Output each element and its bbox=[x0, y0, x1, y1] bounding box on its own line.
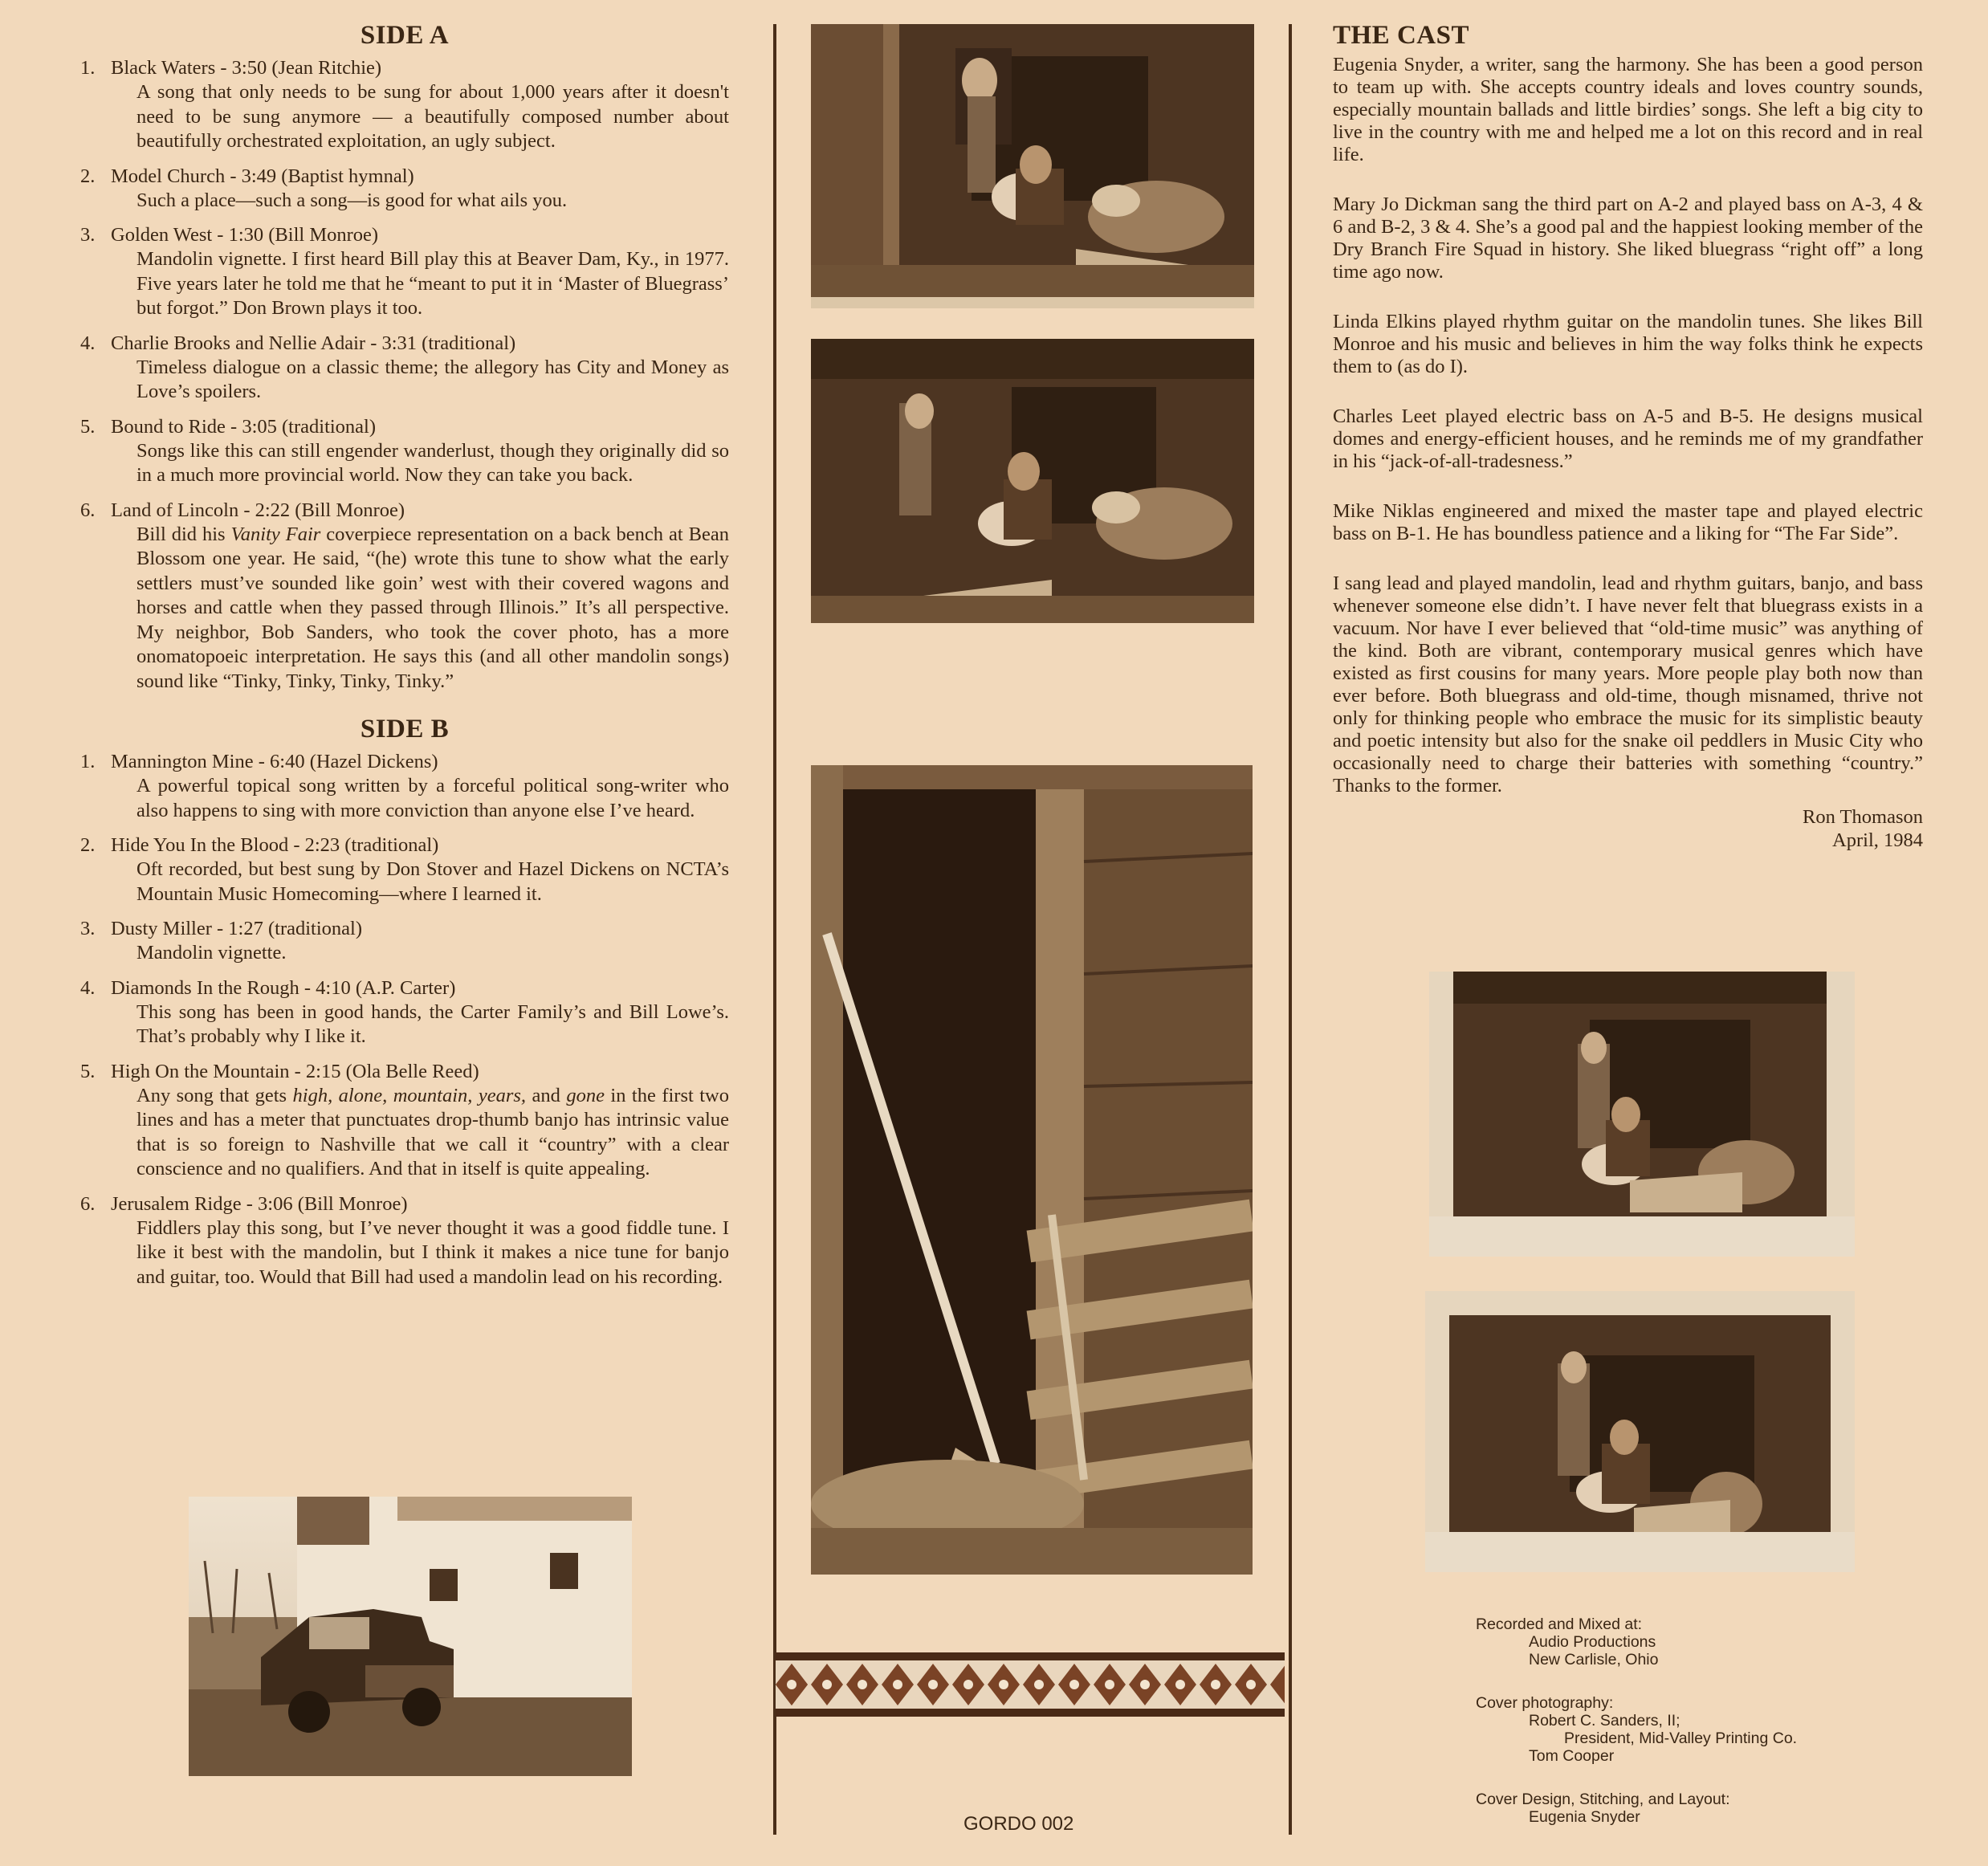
track-title: Golden West - 1:30 (Bill Monroe) bbox=[111, 224, 379, 246]
side-b-heading: SIDE B bbox=[360, 715, 450, 744]
track-note: Oft recorded, but best sung by Don Stover and Hazel Dickens on NCTA’s Mountain Music Homecoming—where I learned it. bbox=[136, 858, 729, 905]
barn-photo-4 bbox=[1425, 1291, 1855, 1572]
track-title: Mannington Mine - 6:40 (Hazel Dickens) bbox=[111, 751, 438, 772]
track-note: Fiddlers play this song, but I’ve never thought it was a good fiddle tune. I like it best with the mandolin, but I think it makes a nice tune for banjo and guitar, too. Would that Bill had used a mandolin lead on his recording. bbox=[136, 1216, 729, 1288]
track-note: Mandolin vignette. bbox=[136, 942, 287, 964]
track-title: Dusty Miller - 1:27 (traditional) bbox=[111, 918, 362, 939]
track-note: Songs like this can still engender wanderlust, though they originally did so in a much more provincial world. Now they can take you back. bbox=[136, 439, 729, 486]
track-a1: 1. Black Waters - 3:50 (Jean Ritchie) A song that only needs to be sung for about 1,000 years after it doesn't need to be sung anymore — a beautifully composed number about beautifully orchestrated exploitation, an ugly subject. bbox=[80, 55, 729, 154]
barn-photo-1 bbox=[811, 24, 1254, 308]
track-note: Bill did his Vanity Fair coverpiece representation on a back bench at Bean Blossom one year. He said, “(he) wrote this tune to show what the early settlers must’ve sounded like goin’ west with their covered wagons and horses and cattle when they passed through Illinois.” It’s all perspective. My neighbor, Bob Sanders, who took the cover photo, has a more onomatopoeic interpretation. He says this (and all other mandolin songs) sound like “Tinky, Tinky, Tinky, Tinky.” bbox=[136, 523, 729, 692]
credits-block bbox=[1476, 1615, 1845, 1852]
track-note: Timeless dialogue on a classic theme; the allegory has City and Money as Love’s spoilers. bbox=[136, 356, 729, 402]
track-title: Charlie Brooks and Nellie Adair - 3:31 (traditional) bbox=[111, 332, 516, 354]
track-title: Land of Lincoln - 2:22 (Bill Monroe) bbox=[111, 499, 405, 521]
track-note: Such a place—such a song—is good for what ails you. bbox=[136, 189, 568, 211]
track-note: Mandolin vignette. I first heard Bill play this at Beaver Dam, Ky., in 1977. Five years later he told me that he “meant to put it in ‘Master of Bluegrass’ but forgot.” Don Brown plays it too. bbox=[136, 248, 729, 319]
signature-name: Ron Thomason bbox=[1803, 806, 1923, 828]
track-note: A powerful topical song written by a forceful political song-writer who also happens to sing with more conviction than anyone else I’ve heard. bbox=[136, 775, 729, 821]
track-a5: 5. Bound to Ride - 3:05 (traditional) Songs like this can still engender wanderlust, though they originally did so in a much more provincial world. Now they can take you back. bbox=[80, 414, 729, 488]
cast-paragraph: Charles Leet played electric bass on A-5 and B-5. He designs musical domes and energy-efficient houses, and he reminds me of my grandfather in his “jack-of-all-tradesness.” bbox=[1333, 405, 1923, 472]
signature-date: April, 1984 bbox=[1832, 829, 1923, 851]
barn-door-photo bbox=[811, 765, 1253, 1575]
track-a3: 3. Golden West - 1:30 (Bill Monroe) Mandolin vignette. I first heard Bill play this at Beaver Dam, Ky., in 1977. Five years later he told me that he “meant to put it in ‘Master of Bluegrass’ but forgot.” Don Brown plays it too. bbox=[80, 222, 729, 321]
barn-photo-2 bbox=[811, 339, 1254, 623]
left-divider bbox=[773, 24, 776, 1835]
track-a6: 6. Land of Lincoln - 2:22 (Bill Monroe) Bill did his Vanity Fair coverpiece representation on a back bench at Bean Blossom one year. He said, “(he) wrote this tune to show what the early settlers must’ve sounded like goin’ west with their covered wagons and horses and cattle when they passed through Illinois.” It’s all perspective. My neighbor, Bob Sanders, who took the cover photo, has a more onomatopoeic interpretation. He says this (and all other mandolin songs) sound like “Tinky, Tinky, Tinky, Tinky.” bbox=[80, 498, 729, 695]
truck-photo bbox=[189, 1497, 632, 1776]
cast-section bbox=[1333, 21, 1923, 852]
design-credit: Cover Design, Stitching, and Layout: Eugenia Snyder bbox=[1476, 1791, 1730, 1826]
track-title: High On the Mountain - 2:15 (Ola Belle Reed) bbox=[111, 1060, 479, 1082]
track-b6: 6. Jerusalem Ridge - 3:06 (Bill Monroe) Fiddlers play this song, but I’ve never thought it was a good fiddle tune. I like it best with the mandolin, but I think it makes a nice tune for banjo and guitar, too. Would that Bill had used a mandolin lead on his recording. bbox=[80, 1192, 729, 1290]
track-b5: 5. High On the Mountain - 2:15 (Ola Belle Reed) Any song that gets high, alone, mountain, years, and gone in the first two lines and has a meter that punctuates drop-thumb banjo has intrinsic value that is so foreign to Nashville that we call it “country” with a clear conscience and no qualifiers. And that in itself is quite appealing. bbox=[80, 1059, 729, 1182]
track-title: Jerusalem Ridge - 3:06 (Bill Monroe) bbox=[111, 1192, 408, 1215]
barn-photo-3 bbox=[1429, 972, 1855, 1257]
track-b1: 1. Mannington Mine - 6:40 (Hazel Dickens) A powerful topical song written by a forceful political song-writer who also happens to sing with more conviction than anyone else I’ve heard. bbox=[80, 749, 729, 823]
track-title: Model Church - 3:49 (Baptist hymnal) bbox=[111, 165, 414, 187]
cast-heading: THE CAST bbox=[1333, 21, 1469, 50]
cast-paragraph: Eugenia Snyder, a writer, sang the harmony. She has been a good person to team up with. She accepts country ideals and loves country sounds, especially mountain ballads and little birdies’ songs. She left a big city to live in the country with me and helped me a lot on this record and in real life. bbox=[1333, 54, 1923, 165]
track-title: Diamonds In the Rough - 4:10 (A.P. Carter) bbox=[111, 976, 456, 999]
cast-paragraph: Mary Jo Dickman sang the third part on A-2 and played bass on A-3, 4 & 6 and B-2, 3 & 4. She’s a good pal and the happiest looking member of the Dry Branch Fire Squad in history. She liked bluegrass “right off” a long time ago now. bbox=[1333, 194, 1923, 283]
track-note: This song has been in good hands, the Carter Family’s and Bill Lowe’s. That’s probably why I like it. bbox=[136, 1000, 729, 1047]
photography-credit: Cover photography: Robert C. Sanders, II; President, Mid-Valley Printing Co. Tom Cooper bbox=[1476, 1694, 1798, 1765]
track-listing bbox=[80, 21, 729, 1299]
track-title: Bound to Ride - 3:05 (traditional) bbox=[111, 415, 377, 438]
cast-paragraph: Linda Elkins played rhythm guitar on the mandolin tunes. She likes Bill Monroe and his music and believes in him the way folks think he expects them to (as do I). bbox=[1333, 311, 1923, 377]
cast-paragraph: Mike Niklas engineered and mixed the master tape and played electric bass on B-1. He has boundless patience and a liking for “The Far Side”. bbox=[1333, 500, 1923, 544]
track-title: Black Waters - 3:50 (Jean Ritchie) bbox=[111, 57, 382, 79]
track-b4: 4. Diamonds In the Rough - 4:10 (A.P. Carter) This song has been in good hands, the Carter Family’s and Bill Lowe’s. That’s probably why I like it. bbox=[80, 976, 729, 1049]
track-note: A song that only needs to be sung for about 1,000 years after it doesn't need to be sung anymore — a beautifully composed number about beautifully orchestrated exploitation, an ugly subject. bbox=[136, 81, 729, 152]
track-note: Any song that gets high, alone, mountain, years, and gone in the first two lines and has a meter that punctuates drop-thumb banjo has intrinsic value that is so foreign to Nashville that we call it “country” with a clear conscience and no qualifiers. And that in itself is quite appealing. bbox=[136, 1084, 729, 1179]
track-a2: 2. Model Church - 3:49 (Baptist hymnal) Such a place—such a song—is good for what ails you. bbox=[80, 164, 729, 214]
recording-credit: Recorded and Mixed at: Audio Productions New Carlisle, Ohio bbox=[1476, 1615, 1659, 1668]
track-b2: 2. Hide You In the Blood - 2:23 (traditional) Oft recorded, but best sung by Don Stover and Hazel Dickens on NCTA’s Mountain Music Homecoming—where I learned it. bbox=[80, 833, 729, 907]
track-a4: 4. Charlie Brooks and Nellie Adair - 3:31 (traditional) Timeless dialogue on a classic theme; the allegory has City and Money as Love’s spoilers. bbox=[80, 331, 729, 405]
quilt-stitch-border bbox=[776, 1652, 1285, 1717]
track-b3: 3. Dusty Miller - 1:27 (traditional) Mandolin vignette. bbox=[80, 916, 729, 966]
side-a-heading: SIDE A bbox=[360, 21, 450, 50]
cast-paragraph: I sang lead and played mandolin, lead and rhythm guitars, banjo, and bass whenever someone else didn’t. I have never felt that bluegrass exists in a vacuum. Nor have I ever believed that “old-time music” was anything of the kind. Both are vibrant, contemporary musical genres which have existed as first cousins for many years. More people play both now than ever before. Both bluegrass and old-time, though misnamed, thrive not only for thinking people who embrace the music for its simplistic beauty and poetic intensity but also for the snake oil peddlers in Music City who occasionally need to charge their batteries with something “country.” Thanks to the former. bbox=[1333, 572, 1923, 797]
right-divider bbox=[1289, 24, 1292, 1835]
catalog-number: GORDO 002 bbox=[963, 1813, 1074, 1835]
track-title: Hide You In the Blood - 2:23 (traditional) bbox=[111, 834, 439, 856]
